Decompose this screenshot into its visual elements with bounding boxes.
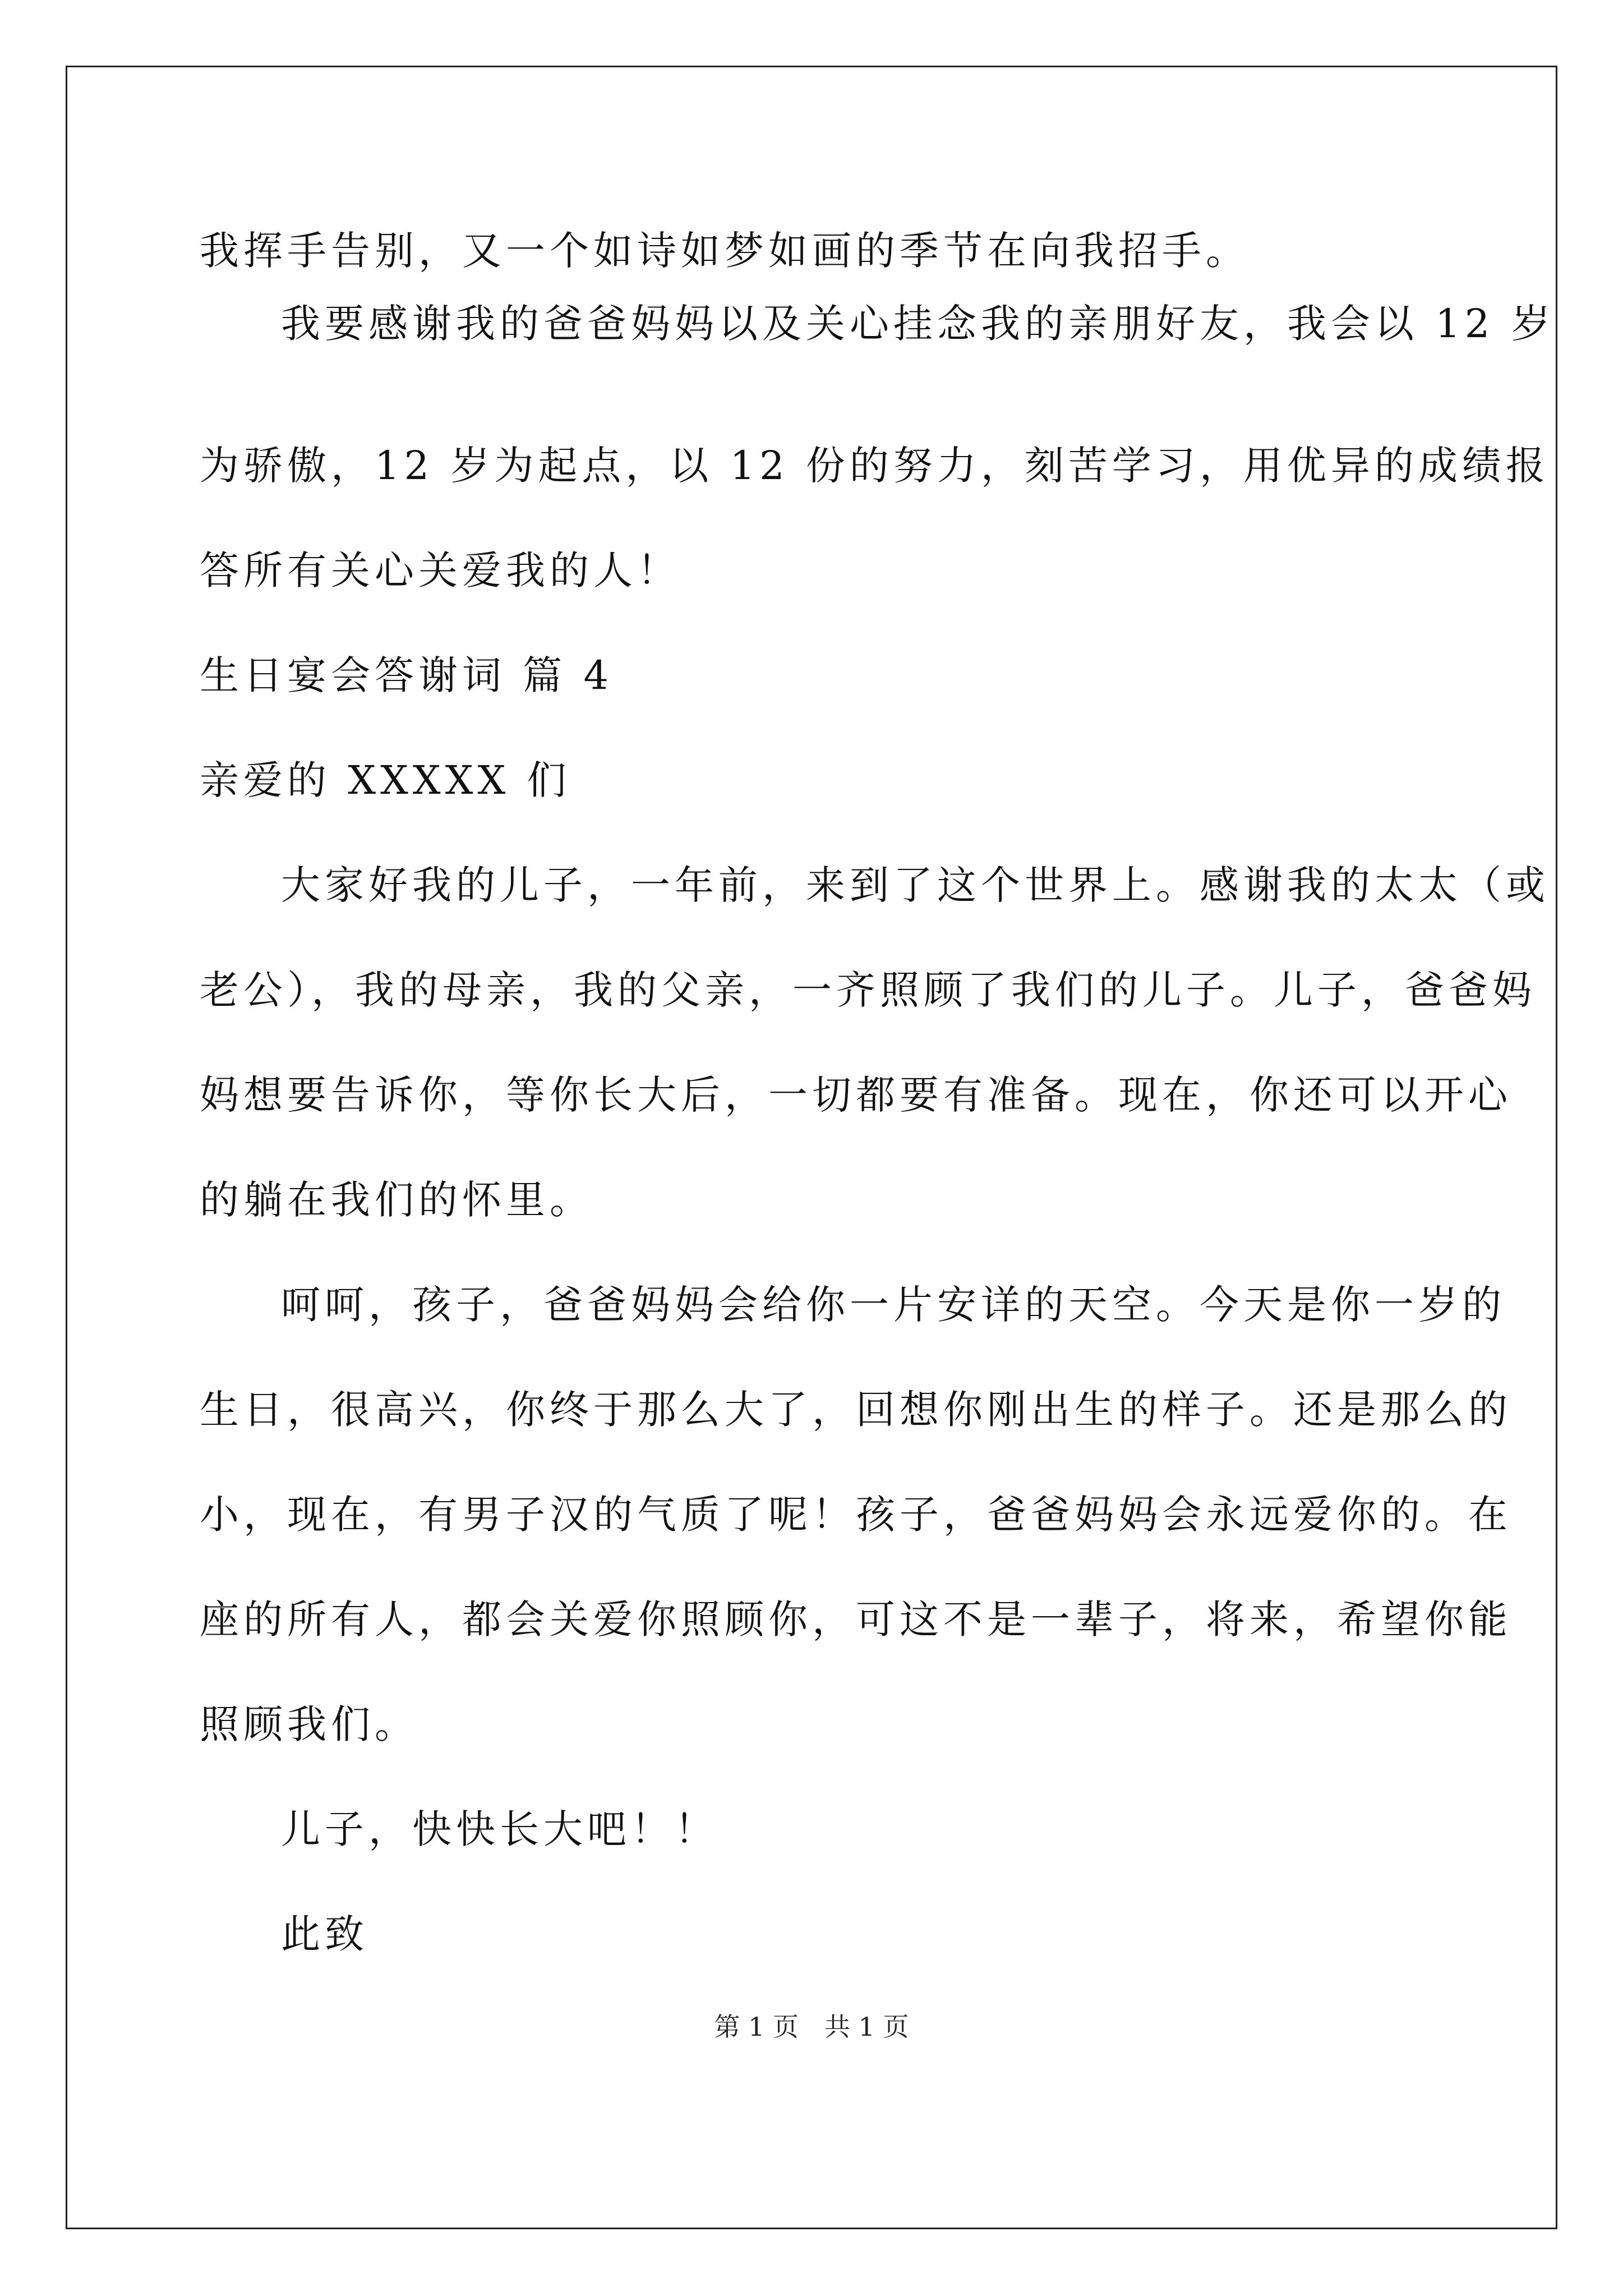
text-line: 大家好我的儿子，一年前，来到了这个世界上。感谢我的太太（或 — [281, 862, 1550, 908]
text-line: 小，现在，有男子汉的气质了呢！孩子，爸爸妈妈会永远爱你的。在 — [200, 1492, 1512, 1538]
text-line: 生日，很高兴，你终于那么大了，回想你刚出生的样子。还是那么的 — [200, 1387, 1512, 1433]
text-line: 座的所有人，都会关爱你照顾你，可这不是一辈子，将来，希望你能 — [200, 1596, 1512, 1642]
section-heading: 生日宴会答谢词 篇 4 — [200, 652, 614, 698]
text-line: 答所有关心关爱我的人！ — [200, 547, 681, 593]
text-line: 呵呵，孩子，爸爸妈妈会给你一片安详的天空。今天是你一岁的 — [281, 1282, 1506, 1328]
text-line: 为骄傲，12 岁为起点，以 12 份的努力，刻苦学习，用优异的成绩报 — [200, 443, 1550, 489]
text-line: 妈想要告诉你，等你长大后，一切都要有准备。现在，你还可以开心 — [200, 1072, 1512, 1118]
salutation: 亲爱的 XXXXX 们 — [200, 757, 571, 803]
text-line: 儿子，快快长大吧！！ — [281, 1806, 718, 1852]
page-border — [66, 66, 1557, 2229]
text-line: 老公），我的母亲，我的父亲，一齐照顾了我们的儿子。儿子，爸爸妈 — [200, 967, 1536, 1013]
text-line: 我要感谢我的爸爸妈妈以及关心挂念我的亲朋好友，我会以 12 岁 — [281, 301, 1555, 347]
closing-line: 此致 — [281, 1911, 368, 1957]
text-line: 的躺在我们的怀里。 — [200, 1177, 593, 1223]
text-line: 照顾我们。 — [200, 1701, 418, 1747]
text-line: 我挥手告别，又一个如诗如梦如画的季节在向我招手。 — [200, 228, 1249, 274]
page-footer: 第 1 页 共 1 页 — [714, 2012, 909, 2042]
